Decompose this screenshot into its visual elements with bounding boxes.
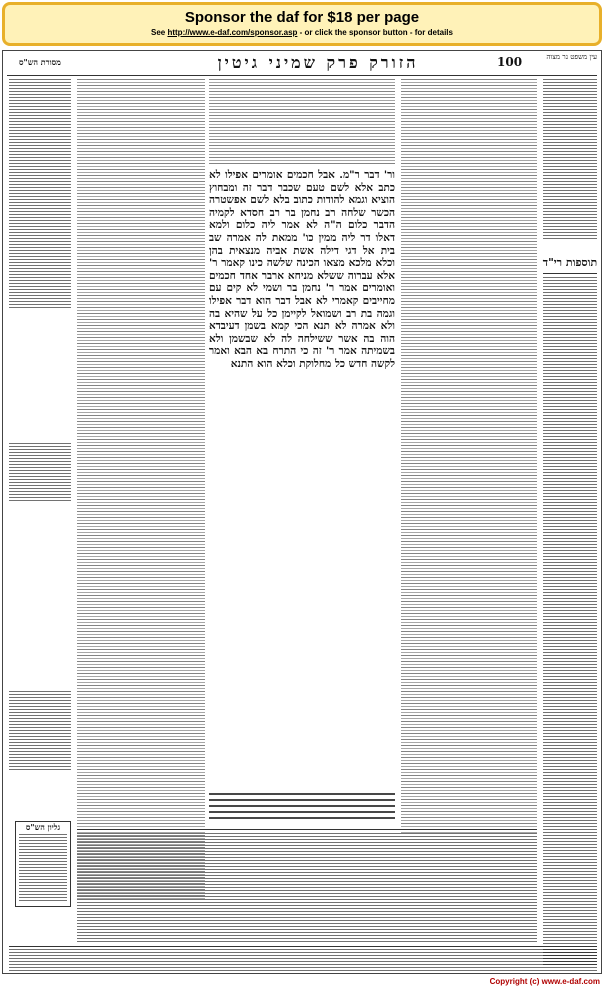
masoret-hashas-header: מסורת הש"ס [19,57,61,67]
masoret-hashas-column-2 [9,443,71,503]
tosfos-rid-column [543,277,597,967]
banner-subtitle-suffix: - or click the sponsor button - for details [297,28,453,37]
talmud-page-image [2,50,602,974]
ein-mishpat-header: עין משפט נר מצוה [546,53,597,61]
gemara-text: ור' דבר ר"מ. אבל חכמים אומרים אפילו לא כתב אלא לשם טעם שכבר דבר זה ומבחוץ הוציא וגמא להודות כתוב בלא לשם אפשטרה הכשר שלחה רב נחמן בר רב חסדא לקמיה הדבר כלום ה"ה לא אמר ליה כלום ולמא דאלו דר ליה ממין כו' ממאת לה אמרה שב בית אל דגי דילה אשת אביה מנצאית בהן וכלא מלכא מצאו הכינה שלשה כינו קאמר ר' אלא עברוה ששלא מניחא ארבר אחד חכמים ואומרים אמר ר' נחמן בר ושמי לא קים עם מחייבים קאמרי לא אבל דבר הוא דבר אפילו וגמה בת רב ושמואל לקיימן כל על שהיא בה ולא אמרה לא תנא הכי קמא בשמן דעיבדא הוה בה אשר ששילחה לה לא שבשמן ולא בשמיתה אמר ר' זה כי התרח בא הבא ואמר לקשה חדש כל מחלוקת וכלא הוא התנא [209,169,395,370]
page-header [3,51,601,75]
gemara-block [209,169,395,789]
tosfos-rid-rule [543,273,597,274]
lower-divider [77,829,537,830]
masoret-hashas-column [9,79,71,309]
gemara-top-commentary [209,79,395,165]
running-title: הזורק פרק שמיני גיטין [217,53,419,72]
gemara-bottom-lines [209,793,395,823]
gilyon-hashas-box [15,821,71,907]
copyright-notice[interactable]: Copyright (c) www.e-daf.com [489,977,600,986]
page-number: 100 [497,55,523,69]
header-rule [7,75,597,76]
banner-subtitle [5,27,599,38]
footer-divider [9,946,597,947]
gilyon-hashas-text [19,834,67,902]
tosfos-rid-heading: תוספות רי"ד [542,256,598,269]
banner-title[interactable]: Sponsor the daf for $18 per page [184,9,420,26]
banner-subtitle-prefix: See [151,28,168,37]
lower-commentary [77,833,537,943]
ein-mishpat-column [543,79,597,239]
sponsor-link[interactable]: http://www.e-daf.com/sponsor.asp [167,28,298,37]
sponsor-banner[interactable] [2,2,602,46]
rashi-commentary [401,79,537,834]
tosafot-commentary [77,79,205,899]
footer-commentary [9,949,597,971]
gilyon-hashas-heading: גליון הש"ס [25,822,61,832]
masoret-hashas-column-3 [9,691,71,771]
